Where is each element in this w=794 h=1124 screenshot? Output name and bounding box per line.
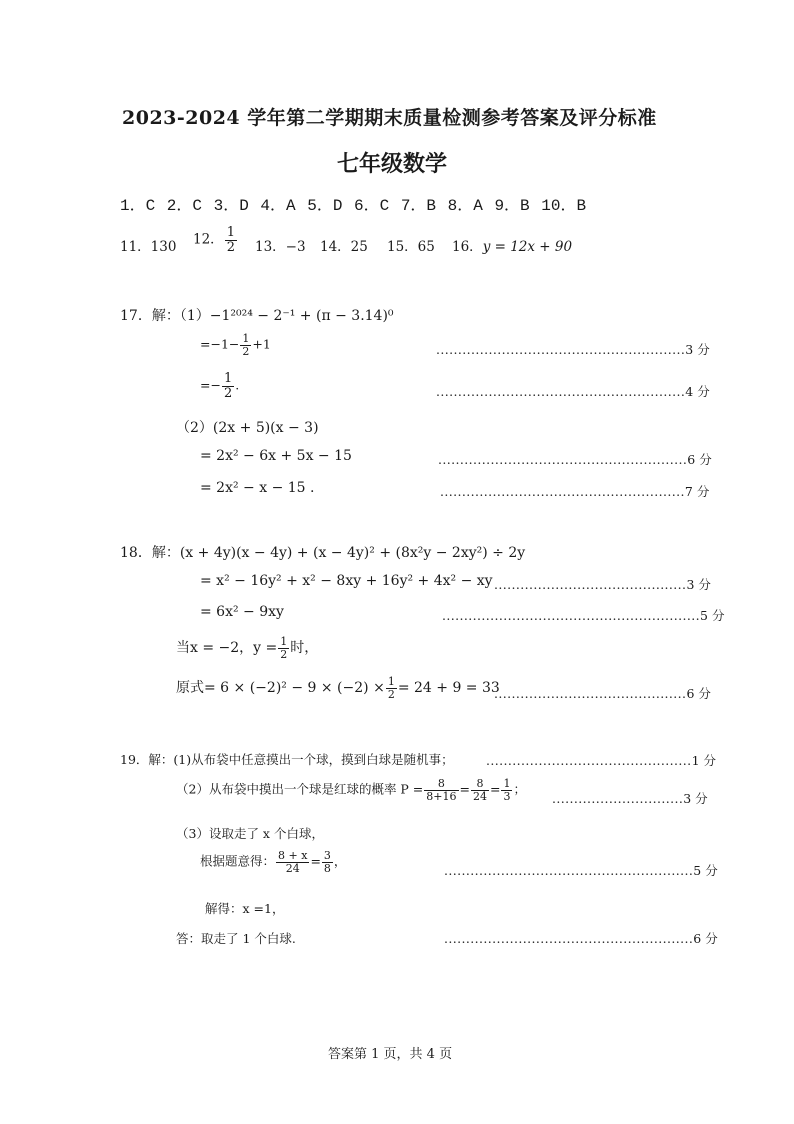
fraction-denominator: 3 bbox=[503, 789, 511, 803]
fraction-denominator: 2 bbox=[226, 239, 235, 255]
q19-solution: 解得：x =1， bbox=[205, 901, 285, 916]
q19-part1 bbox=[120, 750, 454, 768]
q17-problem bbox=[120, 305, 394, 325]
equals-sign: = bbox=[459, 781, 470, 797]
q17-step3: = 2x² − 6x + 5x − 15 bbox=[200, 448, 352, 464]
q18-condition-fraction bbox=[278, 636, 289, 660]
q19-equation-tail: ， bbox=[333, 853, 347, 869]
q18-step1-score: ............................................3 分 bbox=[494, 577, 711, 592]
q19-part2 bbox=[176, 778, 526, 802]
score-value: 6 分 bbox=[693, 931, 718, 946]
fraction-denominator: 2 bbox=[280, 647, 288, 661]
q19-part1-text: (1)从布袋中任意摸出一个球，摸到白球是随机事； bbox=[173, 752, 454, 767]
fraction-numerator: 3 bbox=[323, 849, 331, 862]
q17-step2 bbox=[200, 372, 239, 400]
answer-q14: 14．25 bbox=[320, 239, 368, 255]
q17-step2-text: =− bbox=[200, 377, 221, 393]
q18-problem bbox=[120, 542, 525, 562]
q18-evaluation-fraction bbox=[386, 676, 397, 700]
fraction-numerator: 1 bbox=[387, 675, 395, 688]
fraction-denominator: 2 bbox=[387, 687, 395, 701]
answer-q16 bbox=[452, 235, 572, 255]
score-value: 5 分 bbox=[700, 608, 725, 623]
score-value: 4 分 bbox=[685, 384, 710, 399]
fraction-denominator: 8 bbox=[323, 861, 331, 875]
answer-q12-label: 12． bbox=[193, 231, 224, 248]
q17-part2 bbox=[176, 417, 319, 437]
document-title: 2023-2024 学年第二学期期末质量检测参考答案及评分标准 bbox=[122, 107, 657, 129]
q19-part1-score: ...............................................1 分 bbox=[486, 753, 716, 768]
q17-step4-score: ........................................................7 分 bbox=[440, 484, 710, 499]
fraction-numerator: 1 bbox=[223, 371, 233, 386]
q17-step2-fraction bbox=[222, 372, 234, 400]
q17-step4: = 2x² − x − 15 . bbox=[200, 480, 315, 496]
fraction-numerator: 1 bbox=[280, 635, 288, 648]
answer-q12 bbox=[193, 226, 238, 254]
score-value: 7 分 bbox=[684, 484, 710, 499]
q19-part2-fraction-3 bbox=[501, 778, 512, 802]
fraction-numerator: 8 + x bbox=[278, 849, 308, 862]
q19-part2-tail: ； bbox=[513, 781, 526, 797]
q19-answer: 答：取走了 1 个白球. bbox=[176, 931, 296, 946]
fraction-numerator: 1 bbox=[503, 777, 511, 790]
equals-sign: = bbox=[490, 781, 501, 797]
q17-step1-score: .........................................................3 分 bbox=[436, 342, 710, 357]
q17-step1-fraction bbox=[240, 333, 251, 357]
page-footer: 答案第 1 页，共 4 页 bbox=[328, 1047, 453, 1062]
q19-equation-label: 根据题意得： bbox=[200, 853, 276, 869]
q18-condition bbox=[176, 636, 318, 660]
score-value: 6 分 bbox=[686, 686, 711, 701]
answer-q13: 13．−3 bbox=[255, 239, 306, 255]
q19-part2-text: （2）从布袋中摸出一个球是红球的概率 P = bbox=[176, 781, 424, 797]
score-value: 6 分 bbox=[687, 452, 712, 467]
score-value: 3 分 bbox=[686, 577, 711, 592]
q18-evaluation bbox=[176, 676, 500, 700]
q18-condition-tail: 时， bbox=[290, 640, 319, 657]
q19-part2-fraction-1 bbox=[424, 778, 458, 802]
answer-q11: 11．130 bbox=[120, 239, 177, 255]
q19-equation-score: .........................................................5 分 bbox=[444, 863, 718, 878]
fraction-numerator: 1 bbox=[242, 332, 250, 345]
fraction-denominator: 2 bbox=[242, 344, 250, 358]
q18-expression: (x + 4y)(x − 4y) + (x − 4y)² + (8x²y − 2xy²) ÷ 2y bbox=[179, 545, 526, 561]
q17-step1-tail: +1 bbox=[252, 336, 271, 352]
q17-step1 bbox=[200, 333, 271, 357]
fraction-denominator: 8+16 bbox=[426, 789, 457, 803]
score-value: 1 分 bbox=[691, 753, 716, 768]
document-subtitle: 七年级数学 bbox=[337, 152, 448, 177]
q18-step2: = 6x² − 9xy bbox=[200, 604, 284, 620]
q18-evaluation-result: = 24 + 9 = 33 bbox=[397, 680, 500, 697]
q19-equation-fraction-1 bbox=[276, 850, 309, 874]
q18-step2-score: ...........................................................5 分 bbox=[442, 608, 725, 623]
answer-q12-fraction bbox=[225, 226, 237, 254]
q19-equation bbox=[200, 850, 346, 874]
q17-step2-tail: . bbox=[235, 377, 240, 393]
fraction-denominator: 24 bbox=[285, 861, 300, 875]
score-value: 3 分 bbox=[685, 342, 710, 357]
q18-condition-text: 当x = −2，y = bbox=[176, 640, 278, 657]
answer-q16-label: 16． bbox=[452, 239, 483, 255]
q18-step1: = x² − 16y² + x² − 8xy + 16y² + 4x² − xy bbox=[200, 573, 493, 589]
multiple-choice-answers: 1．C 2．C 3．D 4．A 5．D 6．C 7．B 8．A 9．B 10．B bbox=[120, 197, 587, 215]
q19-answer-score: .........................................................6 分 bbox=[444, 931, 718, 946]
fraction-numerator: 1 bbox=[226, 225, 235, 240]
q18-evaluation-text: 原式= 6 × (−2)² − 9 × (−2) × bbox=[176, 680, 385, 697]
answer-q15: 15．65 bbox=[387, 239, 435, 255]
score-value: 5 分 bbox=[693, 863, 718, 878]
fraction-numerator: 8 bbox=[424, 778, 458, 791]
q17-part2-label: （2） bbox=[176, 420, 213, 436]
q17-expression: −1²⁰²⁴ − 2⁻¹ + (π − 3.14)⁰ bbox=[209, 308, 394, 324]
score-value: 3 分 bbox=[683, 791, 708, 806]
q17-step1-text: =−1− bbox=[200, 336, 240, 352]
q19-equation-fraction-2 bbox=[322, 850, 333, 874]
answer-q16-equation: y = 12x + 90 bbox=[482, 239, 573, 255]
fraction-denominator: 2 bbox=[223, 385, 233, 401]
q19-label: 19．解： bbox=[120, 752, 174, 767]
fraction-numerator: 8 bbox=[471, 778, 489, 791]
q17-step2-score: .........................................................4 分 bbox=[436, 384, 710, 399]
q17-part2-expression: (2x + 5)(x − 3) bbox=[212, 420, 319, 436]
q19-part3: （3）设取走了 x 个白球， bbox=[176, 826, 324, 841]
q17-step3-score: .........................................................6 分 bbox=[438, 452, 712, 467]
q18-label: 18．解： bbox=[120, 545, 180, 561]
q18-evaluation-score: ............................................6 分 bbox=[494, 686, 711, 701]
fraction-denominator: 24 bbox=[473, 789, 487, 803]
q17-label: 17．解：（1） bbox=[120, 308, 210, 324]
q19-part2-score: ..............................3 分 bbox=[552, 791, 708, 806]
q19-part2-fraction-2 bbox=[471, 778, 489, 802]
equals-sign: = bbox=[310, 853, 321, 869]
